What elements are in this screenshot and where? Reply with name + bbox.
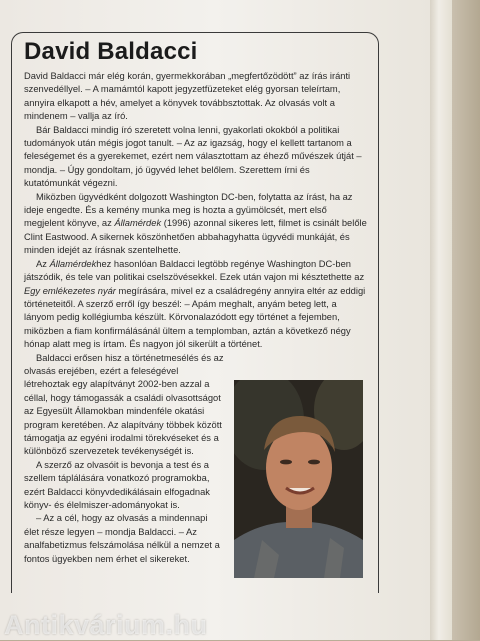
paragraph-text: – Az a cél, hogy az olvasás a mindennapi élet része legyen – mondja Baldacci. – Az analfabetizmus felszámolása nélkül a nemzet a fontos ügyekben nem érhet el sikereket.: [24, 513, 220, 564]
article-paragraph: [24, 352, 224, 459]
article-paragraph: [24, 70, 368, 124]
paragraph-text: Baldacci erősen hisz a történetmesélés és az olvasás erejében, ezért a feleségével létrehoztak egy alapítványt 2002-ben azzal a céllal, hogy támogassák a családi olvasottságot az Egyesült Államokban mindenféle okatási program keretében. Az alapítvány többek között támogatja az egyéni irodalmi törekvéseket és a különböző szervezetek tevékenységét is.: [24, 352, 224, 457]
author-photo: [234, 380, 363, 578]
paragraph-text: (1996) azonnal sikeres lett, filmet is csinált belőle Clint Eastwood. A sikernek köszönhetően abbahagyhatta ügyvédi munkáját, és minden idejét az írásnak szentelhette.: [24, 218, 367, 256]
article-paragraph: [24, 258, 368, 352]
article-paragraph: [24, 459, 224, 513]
paragraph-text: Miközben ügyvédként dolgozott Washington DC-ben, folytatta az írást, ha az ideje engedte. És a kemény munka meg is hozta a gyümölcsét, mert első megjelent könyve, az: [24, 191, 353, 229]
article-title: David Baldacci: [24, 38, 198, 65]
article-paragraph: [24, 124, 368, 191]
paragraph-text: Az: [36, 258, 50, 269]
paragraph-text: Bár Baldacci mindig író szeretett volna lenni, gyakorlati okokból a politikai tudományok után mégis jogot tanult. – Az az igazság, hogy el kellett tartanom a feleségemet és a gyerekemet, ezért nem választottam az éhező művészek útját – mondja. – Úgy gondoltam, jó ügyvéd lehet belőlem. Szerettem írni és kutatómunkát végezni.: [24, 124, 362, 189]
book-title-italic: Egy emlékezetes nyár: [24, 285, 116, 296]
book-title-italic: Államérdek: [49, 258, 97, 269]
author-portrait-image: [234, 380, 363, 578]
book-title-italic: Államérdek: [114, 218, 162, 229]
paragraph-text: hez hasonlóan Baldacci legtöbb regénye Washington DC-ben játszódik, és tele van politikai cselszövésekkel. Ezek után vajon mi késztethette az: [24, 258, 365, 283]
article-paragraph: [24, 191, 368, 258]
paragraph-text: A szerző az olvasóit is bevonja a test és a szellem táplálására vonatkozó programokba, ezért Baldacci könyvdedikálásain elfogadnak könyv- és élelmiszer-adományokat is.: [24, 459, 210, 510]
article-paragraph: [24, 512, 224, 566]
book-cover-edge: [452, 0, 480, 640]
paragraph-text: David Baldacci már elég korán, gyermekkorában „megfertőzödött” az írás iránti szenvedéllyel. – A mamámtól kapott jegyzetfüzeteket elég gyorsan teleírtam, annyira elkapott a hév, amelyet a könyvek továbbsztottak. Az olvasás volt a mindenem – vallja az író.: [24, 71, 351, 122]
paragraph-text: megírására, mivel ez a családregény annyira eltér az eddigi történeteitől. A szerző erről így beszél: – Apám meghalt, anyám beteg lett, a lányom pedig kollégiumba készült. Körvonalazódott egy történet a fejemben, miközben a fiam konfirmálásánál ültem a templomban, aztán a következő négy hónap alatt meg is írtam. És nagyon jól sikerült a történet.: [24, 285, 366, 350]
watermark-text: Antikvárium.hu: [4, 610, 208, 640]
page-edge: [430, 0, 452, 640]
